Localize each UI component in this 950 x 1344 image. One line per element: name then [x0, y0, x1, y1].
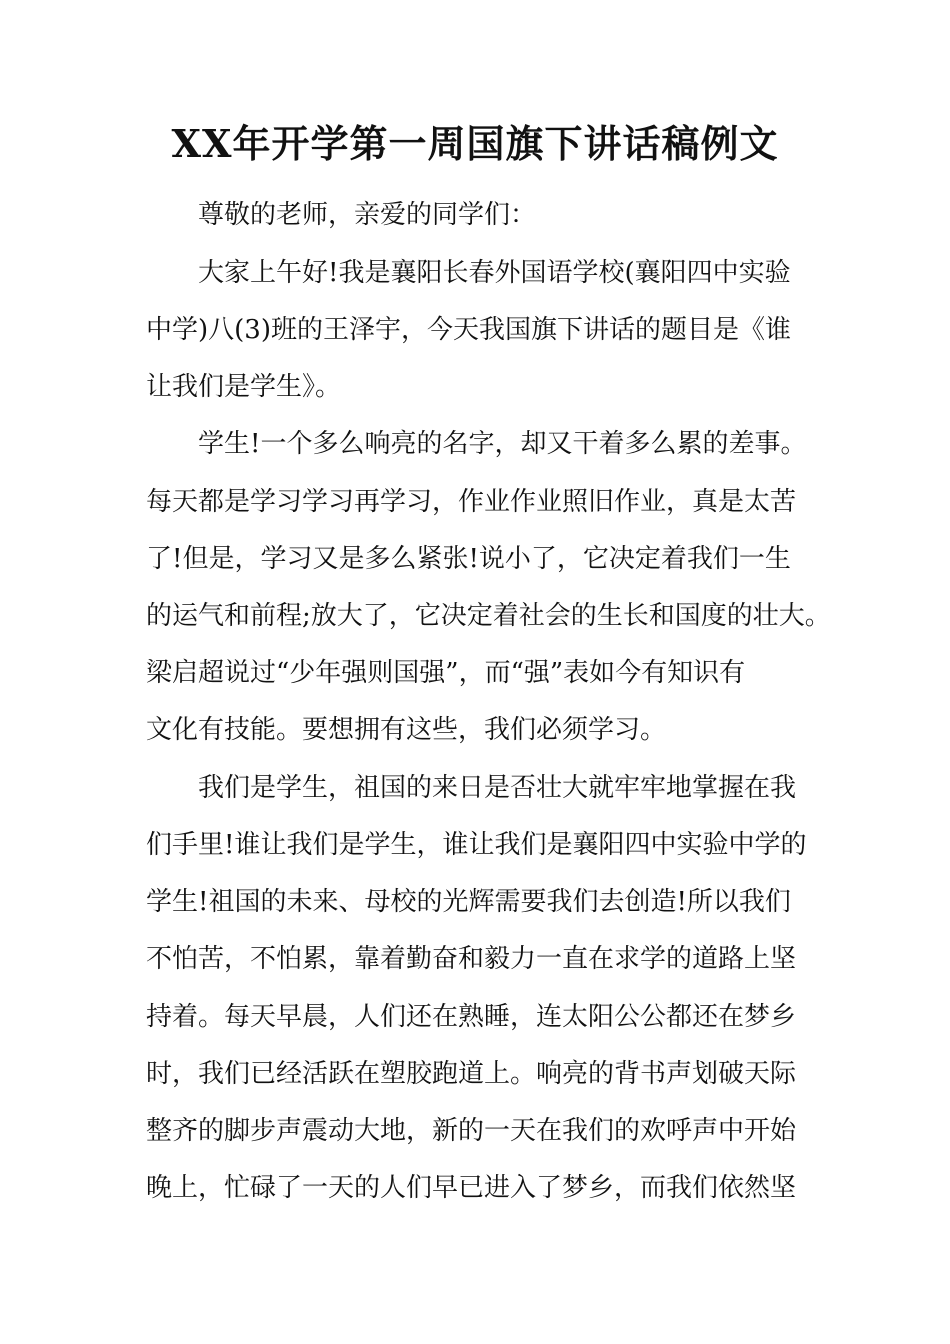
- paragraph-line: 们手里!谁让我们是学生，谁让我们是襄阳四中实验中学的: [146, 830, 807, 860]
- paragraph-line: 学生!一个多么响亮的名字，却又干着多么累的差事。: [198, 429, 807, 459]
- salutation-line: 尊敬的老师，亲爱的同学们：: [198, 200, 537, 230]
- document-title: XX年开学第一周国旗下讲话稿例文: [171, 121, 779, 166]
- paragraph-line: 不怕苦，不怕累，靠着勤奋和毅力一直在求学的道路上坚: [146, 944, 797, 974]
- paragraph-line: 持着。每天早晨，人们还在熟睡，连太阳公公都还在梦乡: [146, 1002, 797, 1032]
- paragraph-line: 整齐的脚步声震动大地，新的一天在我们的欢呼声中开始: [146, 1116, 797, 1146]
- paragraph-line: 文化有技能。要想拥有这些，我们必须学习。: [146, 715, 667, 745]
- paragraph-line: 的运气和前程;放大了，它决定着社会的生长和国度的壮大。: [146, 601, 831, 631]
- paragraph-line: 我们是学生，祖国的来日是否壮大就牢牢地掌握在我: [198, 773, 797, 803]
- paragraph-line: 每天都是学习学习再学习，作业作业照旧作业，真是太苦: [146, 487, 797, 517]
- paragraph-line: 让我们是学生》。: [146, 372, 342, 402]
- paragraph-line: 大家上午好!我是襄阳长春外国语学校(襄阳四中实验: [198, 258, 791, 288]
- paragraph-line: 梁启超说过“少年强则国强”，而“强”表如今有知识有: [146, 658, 746, 688]
- paragraph-line: 了!但是，学习又是多么紧张!说小了，它决定着我们一生: [146, 544, 791, 574]
- paragraph-line: 时，我们已经活跃在塑胶跑道上。响亮的背书声划破天际: [146, 1059, 797, 1089]
- paragraph-line: 学生!祖国的未来、母校的光辉需要我们去创造!所以我们: [146, 887, 791, 917]
- paragraph-line: 中学)八(3)班的王泽宇，今天我国旗下讲话的题目是《谁: [146, 315, 791, 345]
- paragraph-line: 晚上，忙碌了一天的人们早已进入了梦乡，而我们依然坚: [146, 1173, 797, 1203]
